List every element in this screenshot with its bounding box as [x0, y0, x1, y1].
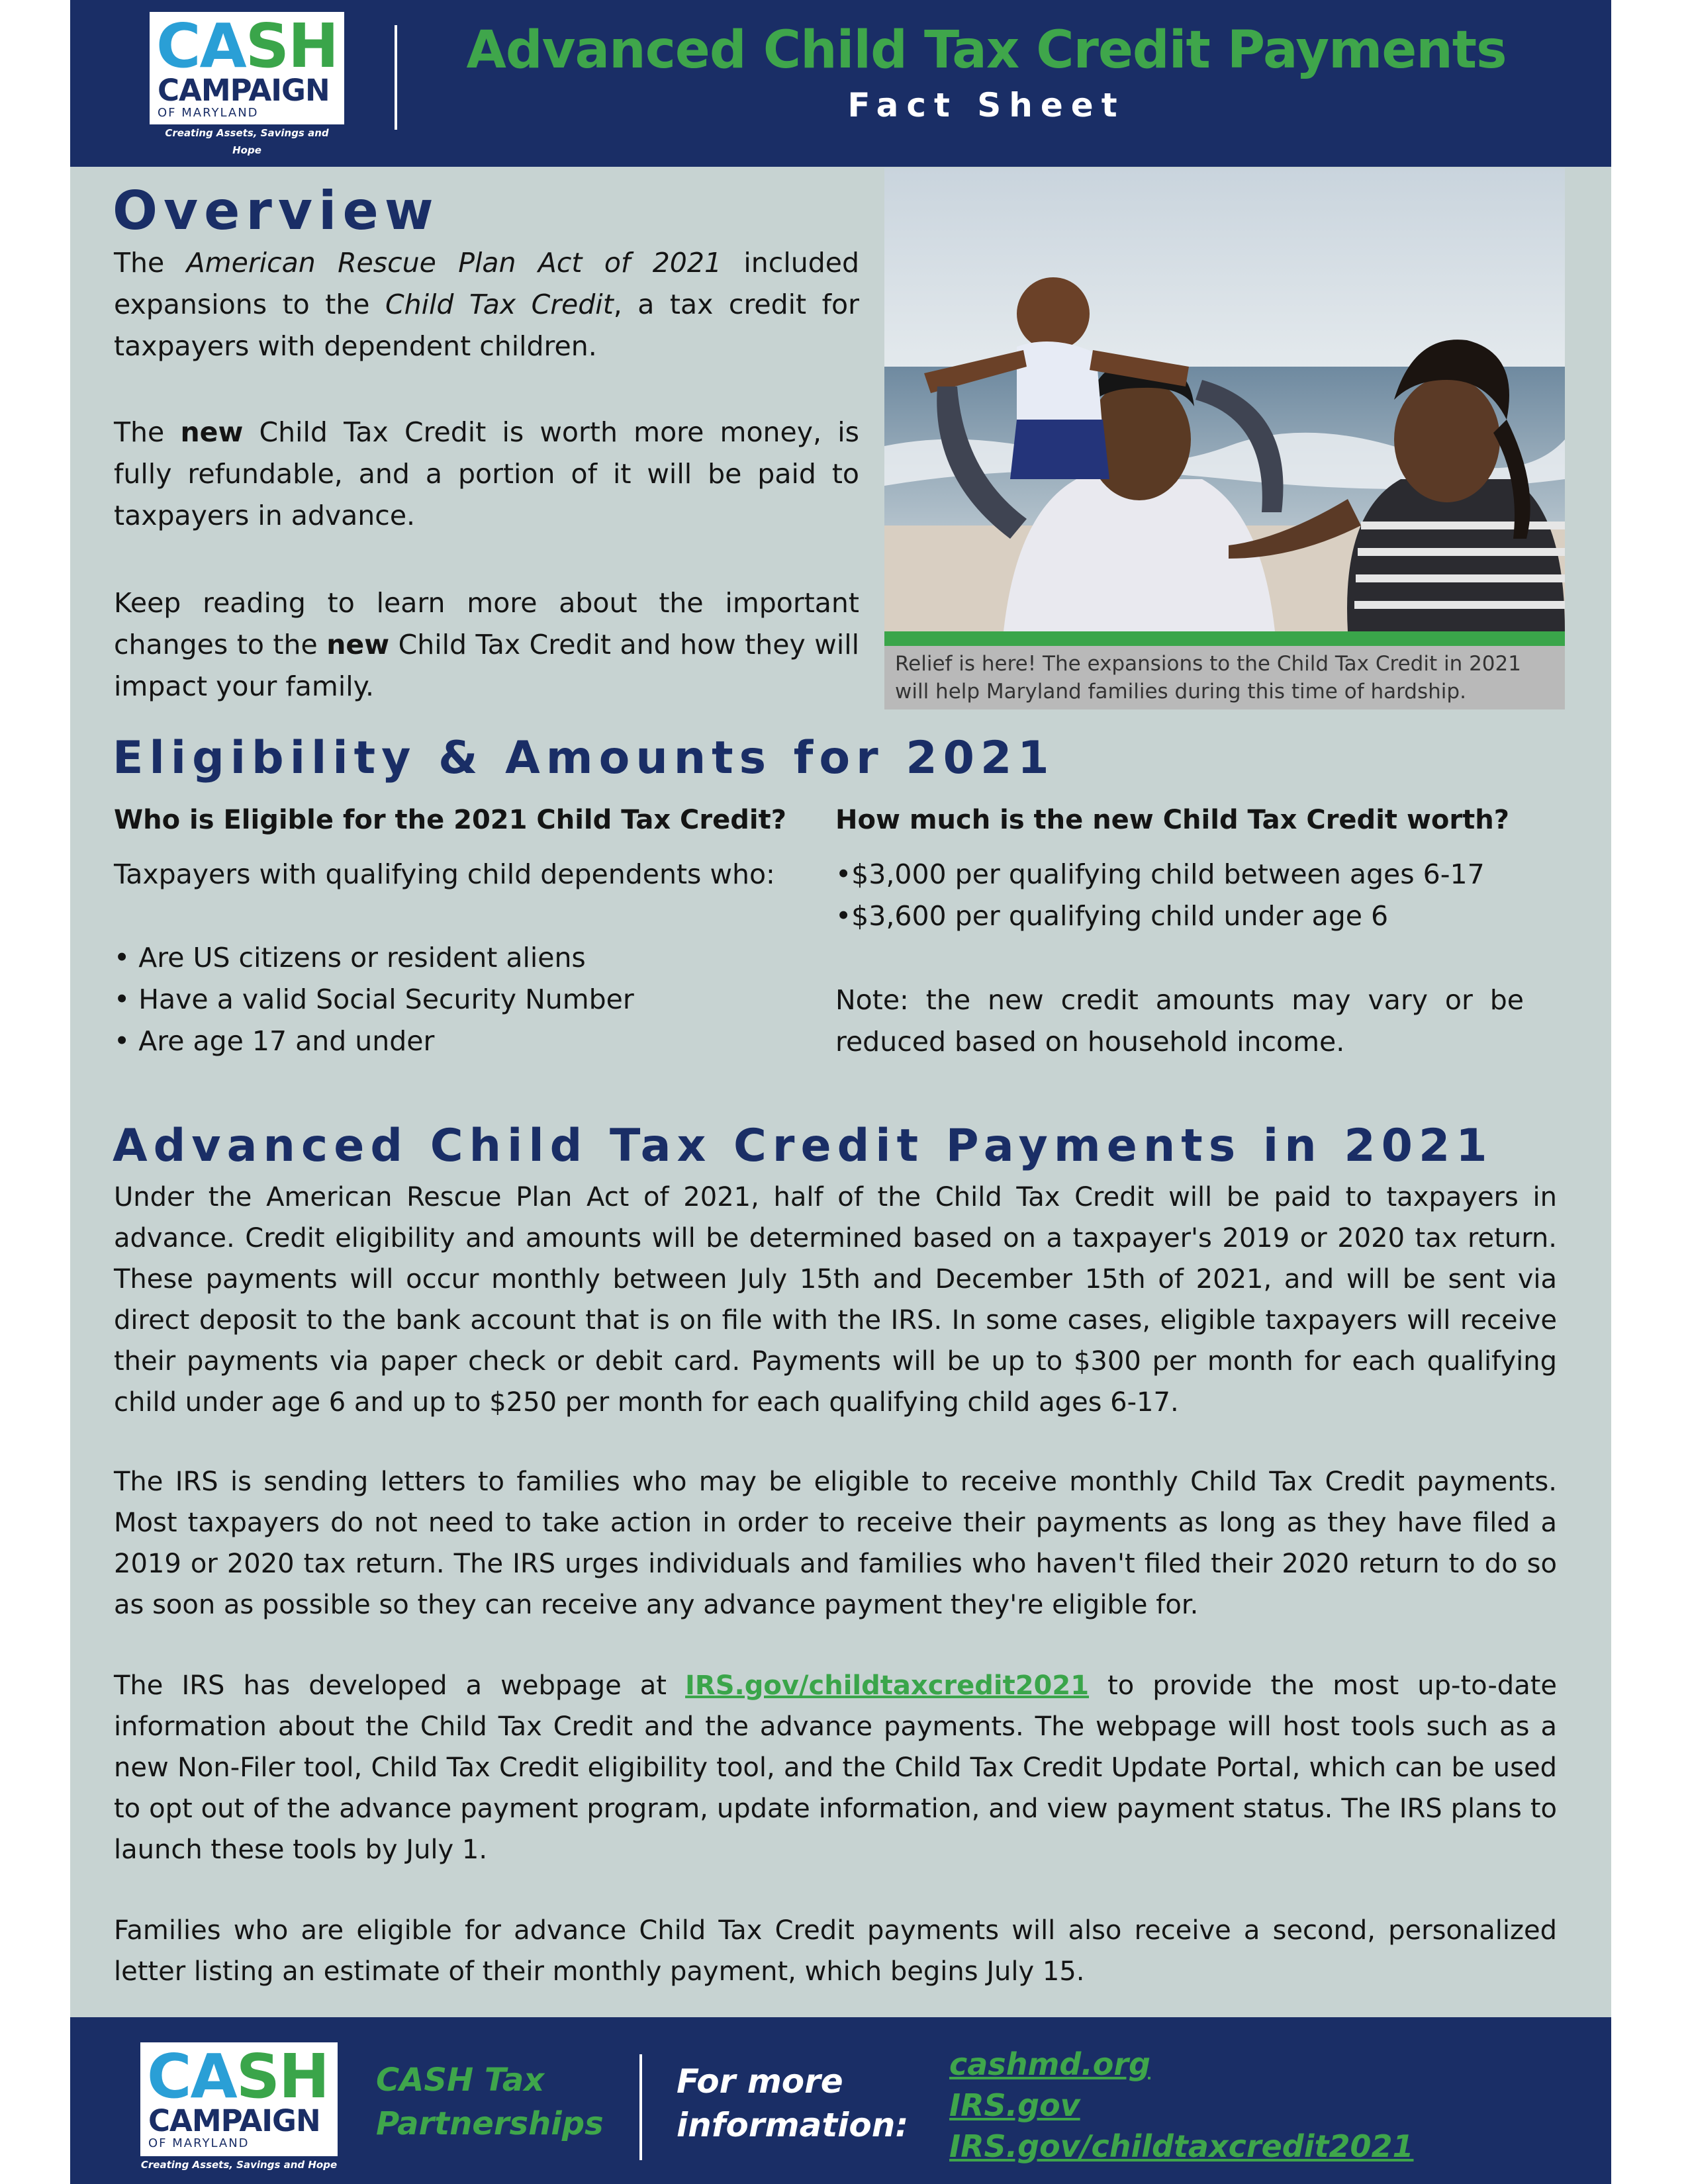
irs-childtaxcredit-link[interactable]: IRS.gov/childtaxcredit2021	[685, 1670, 1090, 1701]
footer-cash-campaign-logo	[140, 2042, 338, 2173]
footer-links	[949, 2044, 1414, 2167]
logo-tagline: Creating Assets, Savings and Hope	[140, 2156, 338, 2173]
photo-green-bar	[884, 631, 1565, 646]
logo-tagline: Creating Assets, Savings and Hope	[150, 124, 344, 142]
overview-paragraph-1: The American Rescue Plan Act of 2021 included expansions to the Child Tax Credit, a tax credit for taxpayers with dependent children.	[114, 247, 859, 362]
overview-heading: Overview	[113, 180, 440, 242]
cashmd-link[interactable]: cashmd.org	[949, 2046, 1150, 2082]
logo-cash-word: CA	[147, 2041, 236, 2112]
eligibility-note: Note: the new credit amounts may vary or be reduced based on household income.	[835, 984, 1524, 1058]
act-name: American Rescue Plan Act of 2021	[186, 247, 722, 279]
eligibility-heading: Eligibility & Amounts for 2021	[113, 732, 1055, 784]
irs-childtaxcredit-footer-link[interactable]: IRS.gov/childtaxcredit2021	[949, 2128, 1414, 2164]
page-subtitle: Fact Sheet	[847, 86, 1125, 124]
cash-campaign-logo	[150, 11, 344, 156]
logo-campaign-word: CAMPAIGN	[148, 2103, 320, 2138]
header-divider	[395, 25, 397, 130]
overview-paragraph-3: Keep reading to learn more about the important changes to the new Child Tax Credit and how they will impact your family.	[114, 587, 859, 702]
credit-name: Child Tax Credit	[385, 289, 614, 320]
footer-partnerships: CASH Tax Partnerships	[376, 2062, 604, 2142]
photo-caption: Relief is here! The expansions to the Child Tax Credit in 2021 will help Maryland families during this time of hardship.	[884, 646, 1565, 709]
list-item: • Are US citizens or resident aliens	[114, 942, 586, 974]
eligibility-left-intro: Taxpayers with qualifying child dependents who:	[114, 858, 775, 890]
footer-divider	[639, 2054, 642, 2160]
eligibility-right-title: How much is the new Child Tax Credit worth?	[835, 805, 1509, 835]
family-beach-photo	[884, 168, 1565, 631]
overview-paragraph-2: The new Child Tax Credit is worth more money, is fully refundable, and a portion of it will be paid to taxpayers in advance.	[114, 416, 859, 531]
logo-cash-word-green: SH	[245, 11, 338, 81]
logo-cash-word: CA	[156, 11, 246, 81]
list-item: • Are age 17 and under	[114, 1025, 435, 1057]
eligibility-left-title: Who is Eligible for the 2021 Child Tax Credit?	[114, 805, 786, 835]
list-item: •$3,000 per qualifying child between ages 6-17	[835, 858, 1485, 890]
logo-cash-word-green: SH	[236, 2041, 328, 2112]
eligibility-left-list	[114, 937, 842, 1062]
logo-of-maryland: OF MARYLAND	[158, 106, 259, 120]
advanced-paragraph-4: Families who are eligible for advance Child Tax Credit payments will also receive a second, personalized letter listing an estimate of their monthly payment, which begins July 15.	[114, 1915, 1557, 1987]
logo-campaign-word: CAMPAIGN	[158, 73, 330, 108]
page-title: Advanced Child Tax Credit Payments	[466, 21, 1507, 80]
list-item: • Have a valid Social Security Number	[114, 983, 634, 1015]
irs-gov-link[interactable]: IRS.gov	[949, 2087, 1080, 2123]
advanced-paragraph-1: Under the American Rescue Plan Act of 2021, half of the Child Tax Credit will be paid to taxpayers in advance. Credit eligibility and amounts will be determined based on a taxpayer's 2019 or 2020 tax return. These payments will occur monthly between July 15th and December 15th of 2021, and will be sent via direct deposit to the bank account that is on file with the IRS. In some cases, eligible taxpayers will receive their payments via paper check or debit card. Payments will be up to $300 per month for each qualifying child under age 6 and up to $250 per month for each qualifying child ages 6-17.	[114, 1182, 1557, 1418]
advanced-heading: Advanced Child Tax Credit Payments in 2021	[113, 1120, 1493, 1172]
eligibility-right-list	[835, 854, 1564, 937]
logo-of-maryland: OF MARYLAND	[148, 2136, 250, 2150]
advanced-paragraph-3: The IRS has developed a webpage at IRS.gov/childtaxcredit2021 to provide the most up-to-date information about the Child Tax Credit and the advance payments. The webpage will host tools such as a new Non-Filer tool, Child Tax Credit eligibility tool, and the Child Tax Credit Update Portal, which can be used to opt out of the advance payment program, update information, and view payment status. The IRS plans to launch these tools by July 1.	[114, 1670, 1557, 1865]
footer-more-info-label: For more information:	[677, 2062, 909, 2144]
list-item: •$3,600 per qualifying child under age 6	[835, 900, 1389, 932]
advanced-paragraph-2: The IRS is sending letters to families who may be eligible to receive monthly Child Tax Credit payments. Most taxpayers do not need to take action in order to receive their payments as long as they have filed a 2019 or 2020 tax return. The IRS urges individuals and families who haven't filed their 2020 return to do so as soon as possible so they can receive any advance payment they're eligible for.	[114, 1467, 1557, 1620]
